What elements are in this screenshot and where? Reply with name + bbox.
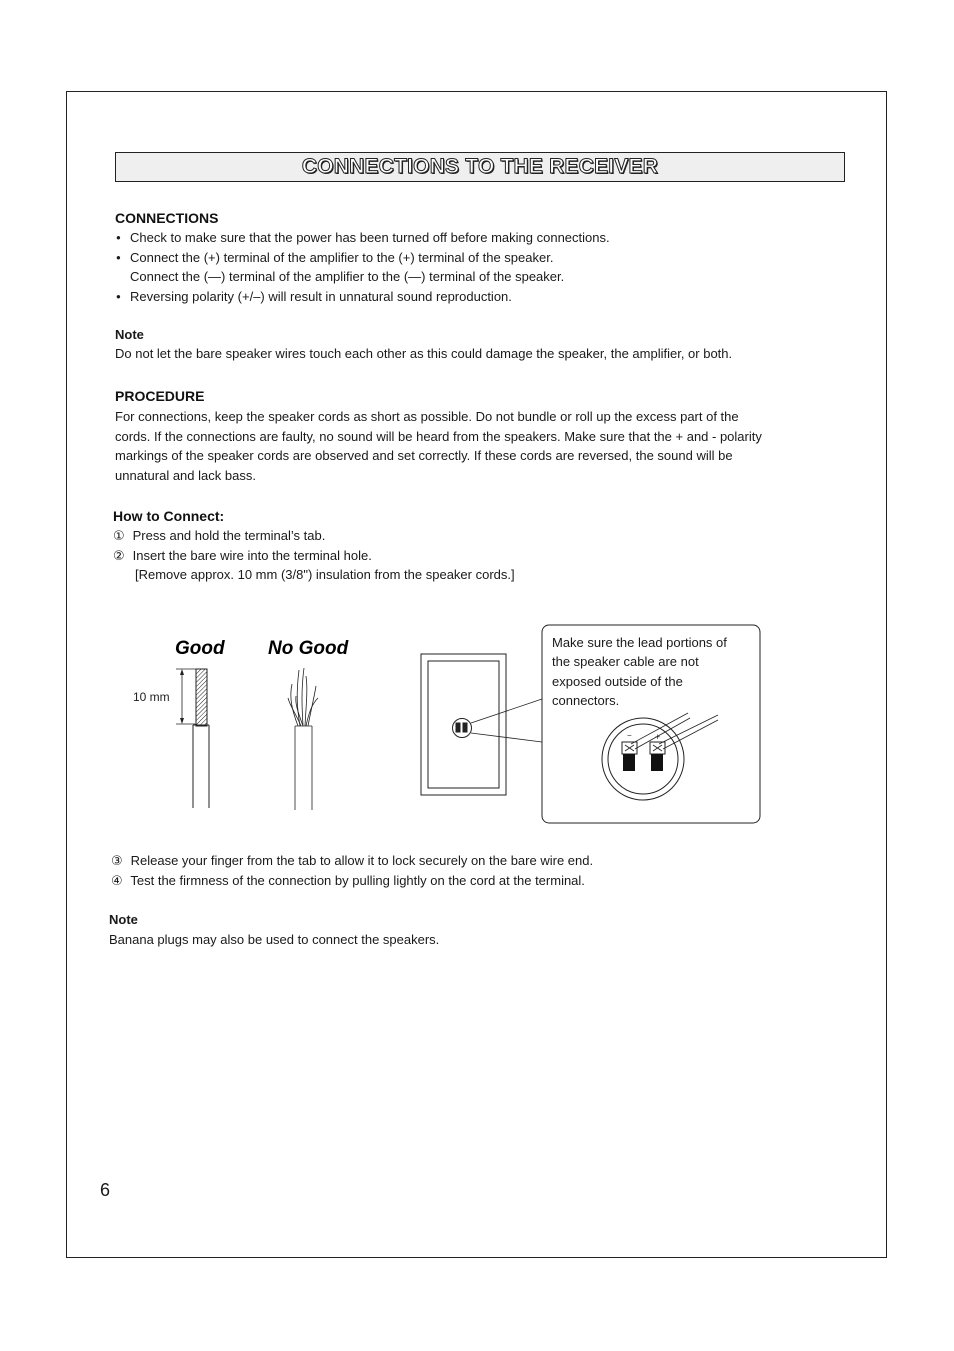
steps-list-bottom [111, 851, 846, 890]
no-good-wire-drawing [288, 668, 318, 810]
procedure-line: cords. If the connections are faulty, no sound will be heard from the speakers. Make sure that the + and - polarity [115, 428, 762, 444]
list-item-text: Connect the (+) terminal of the amplifier to the (+) terminal of the speaker. [130, 249, 554, 265]
how-to-heading: How to Connect: [113, 508, 225, 524]
bullet-icon: ● [116, 233, 121, 242]
bullet-icon: ● [116, 291, 121, 301]
procedure-heading: PROCEDURE [115, 388, 205, 404]
dimension-label: 10 mm [133, 690, 170, 704]
connections-heading: CONNECTIONS [115, 210, 219, 226]
callout-text-line: the speaker cable are not [552, 654, 699, 669]
list-item-text: Reversing polarity (+/–) will result in unnatural sound reproduction. [130, 288, 512, 304]
procedure-line: For connections, keep the speaker cords as short as possible. Do not bundle or roll up the excess part of the [115, 409, 739, 424]
step-item [111, 871, 846, 891]
step-text: Insert the bare wire into the terminal hole. [132, 547, 372, 563]
page-title: CONNECTIONS TO THE RECEIVER [301, 155, 659, 178]
speaker-back-drawing [421, 654, 506, 795]
page-number: 6 [100, 1180, 111, 1200]
note-heading: Note [109, 912, 138, 927]
plus-sign: + [655, 732, 661, 742]
step-text: Press and hold the terminal’s tab. [132, 528, 326, 543]
minus-sign: − [627, 731, 632, 740]
step-remark: [Remove approx. 10 mm (3/8") insulation from the speaker cords.] [135, 567, 515, 583]
list-item-text: Check to make sure that the power has been turned off before making connections. [130, 230, 610, 245]
good-wire-drawing [176, 669, 209, 808]
note-heading: Note [115, 327, 144, 342]
step-item [111, 851, 846, 871]
step-text: Test the firmness of the connection by pulling lightly on the cord at the terminal. [130, 872, 585, 888]
note-text: Do not let the bare speaker wires touch each other as this could damage the speaker, the amplifier, or both. [115, 346, 733, 361]
callout-text-line: connectors. [552, 693, 620, 708]
bullet-icon: ● [116, 252, 121, 262]
procedure-line: unnatural and lack bass. [115, 467, 256, 483]
callout-text-line: exposed outside of the [552, 674, 683, 689]
no-good-label: No Good [268, 638, 349, 659]
callout-text-line: Make sure the lead portions of [552, 635, 727, 650]
step-number: ② [113, 547, 125, 563]
list-item-text: Connect the (—) terminal of the amplifier to the (—) terminal of the speaker. [130, 269, 565, 285]
procedure-line: markings of the speaker cords are observed and set correctly. If these cords are reversed, the sound will be [115, 448, 733, 464]
step-number: ④ [111, 872, 123, 888]
step-number: ① [113, 528, 125, 543]
good-label: Good [175, 638, 225, 659]
step-number: ③ [111, 853, 123, 868]
note-text: Banana plugs may also be used to connect the speakers. [109, 932, 440, 947]
step-text: Release your finger from the tab to allow it to lock securely on the bare wire end. [130, 853, 594, 868]
